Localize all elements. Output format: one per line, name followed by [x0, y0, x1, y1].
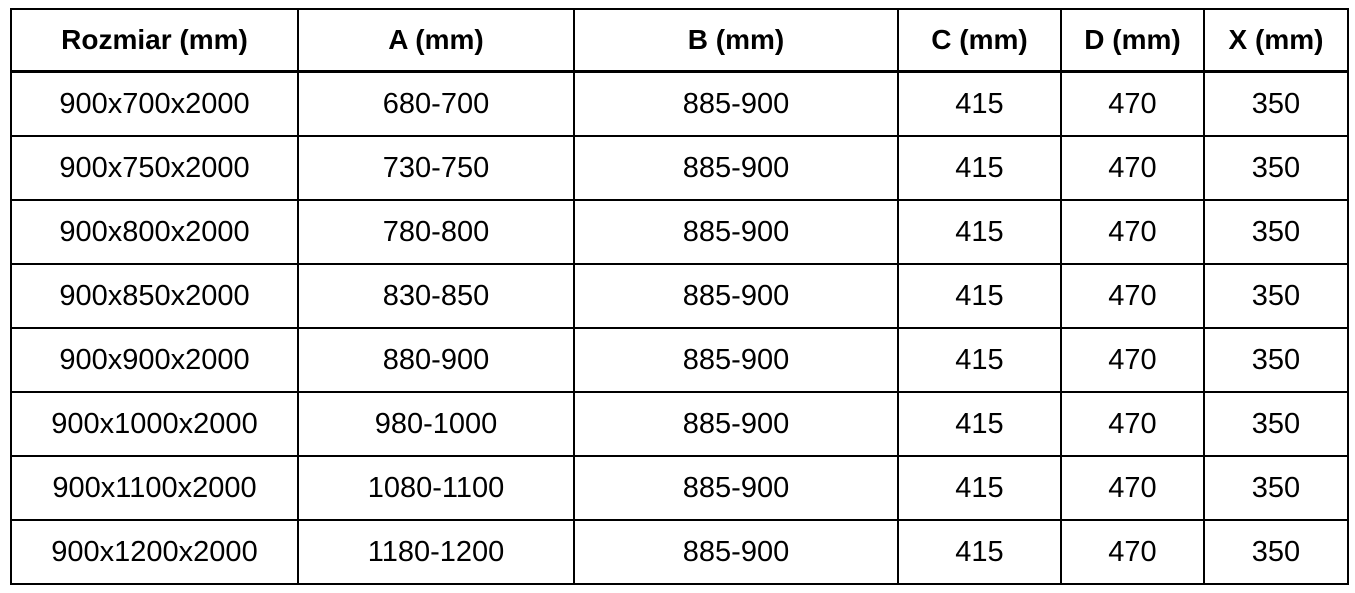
header-cell-d: D (mm) — [1061, 9, 1204, 72]
header-cell-b: B (mm) — [574, 9, 898, 72]
row-size-cell: 900x1200x2000 — [11, 520, 298, 584]
table-cell: 350 — [1204, 264, 1348, 328]
row-size-cell: 900x750x2000 — [11, 136, 298, 200]
table-cell: 470 — [1061, 136, 1204, 200]
table-cell: 470 — [1061, 392, 1204, 456]
table-cell: 415 — [898, 136, 1061, 200]
table-cell: 830-850 — [298, 264, 574, 328]
table-cell: 885-900 — [574, 456, 898, 520]
table-cell: 470 — [1061, 520, 1204, 584]
table-cell: 415 — [898, 392, 1061, 456]
table-cell: 350 — [1204, 72, 1348, 137]
table-cell: 885-900 — [574, 520, 898, 584]
table-cell: 680-700 — [298, 72, 574, 137]
table-cell: 350 — [1204, 520, 1348, 584]
header-cell-a: A (mm) — [298, 9, 574, 72]
table-cell: 350 — [1204, 392, 1348, 456]
table-cell: 470 — [1061, 264, 1204, 328]
table-cell: 415 — [898, 456, 1061, 520]
table-cell: 470 — [1061, 328, 1204, 392]
table-row — [11, 264, 1348, 328]
table-row — [11, 136, 1348, 200]
row-size-cell: 900x700x2000 — [11, 72, 298, 137]
table-cell: 350 — [1204, 328, 1348, 392]
header-row — [11, 9, 1348, 72]
row-size-cell: 900x850x2000 — [11, 264, 298, 328]
table-row — [11, 72, 1348, 137]
table-cell: 980-1000 — [298, 392, 574, 456]
table-cell: 350 — [1204, 200, 1348, 264]
row-size-cell: 900x1100x2000 — [11, 456, 298, 520]
header-cell-c: C (mm) — [898, 9, 1061, 72]
table-cell: 780-800 — [298, 200, 574, 264]
dimensions-table — [10, 8, 1349, 585]
table-cell: 1180-1200 — [298, 520, 574, 584]
table-cell: 350 — [1204, 456, 1348, 520]
table-cell: 415 — [898, 328, 1061, 392]
row-size-cell: 900x800x2000 — [11, 200, 298, 264]
table-cell: 350 — [1204, 136, 1348, 200]
row-size-cell: 900x1000x2000 — [11, 392, 298, 456]
table-cell: 470 — [1061, 72, 1204, 137]
table-cell: 1080-1100 — [298, 456, 574, 520]
table-cell: 880-900 — [298, 328, 574, 392]
table-body — [11, 72, 1348, 585]
table-cell: 415 — [898, 520, 1061, 584]
table-row — [11, 520, 1348, 584]
header-cell-rozmiar: Rozmiar (mm) — [11, 9, 298, 72]
table-row — [11, 456, 1348, 520]
table-cell: 470 — [1061, 200, 1204, 264]
table-cell: 885-900 — [574, 392, 898, 456]
table-cell: 415 — [898, 264, 1061, 328]
table-row — [11, 200, 1348, 264]
table-cell: 885-900 — [574, 328, 898, 392]
table-cell: 885-900 — [574, 72, 898, 137]
table-cell: 885-900 — [574, 136, 898, 200]
row-size-cell: 900x900x2000 — [11, 328, 298, 392]
table-cell: 470 — [1061, 456, 1204, 520]
table-cell: 415 — [898, 200, 1061, 264]
header-cell-x: X (mm) — [1204, 9, 1348, 72]
table-cell: 415 — [898, 72, 1061, 137]
table-cell: 730-750 — [298, 136, 574, 200]
table-row — [11, 392, 1348, 456]
table-cell: 885-900 — [574, 264, 898, 328]
table-cell: 885-900 — [574, 200, 898, 264]
dimensions-table-container — [10, 8, 1349, 585]
table-row — [11, 328, 1348, 392]
